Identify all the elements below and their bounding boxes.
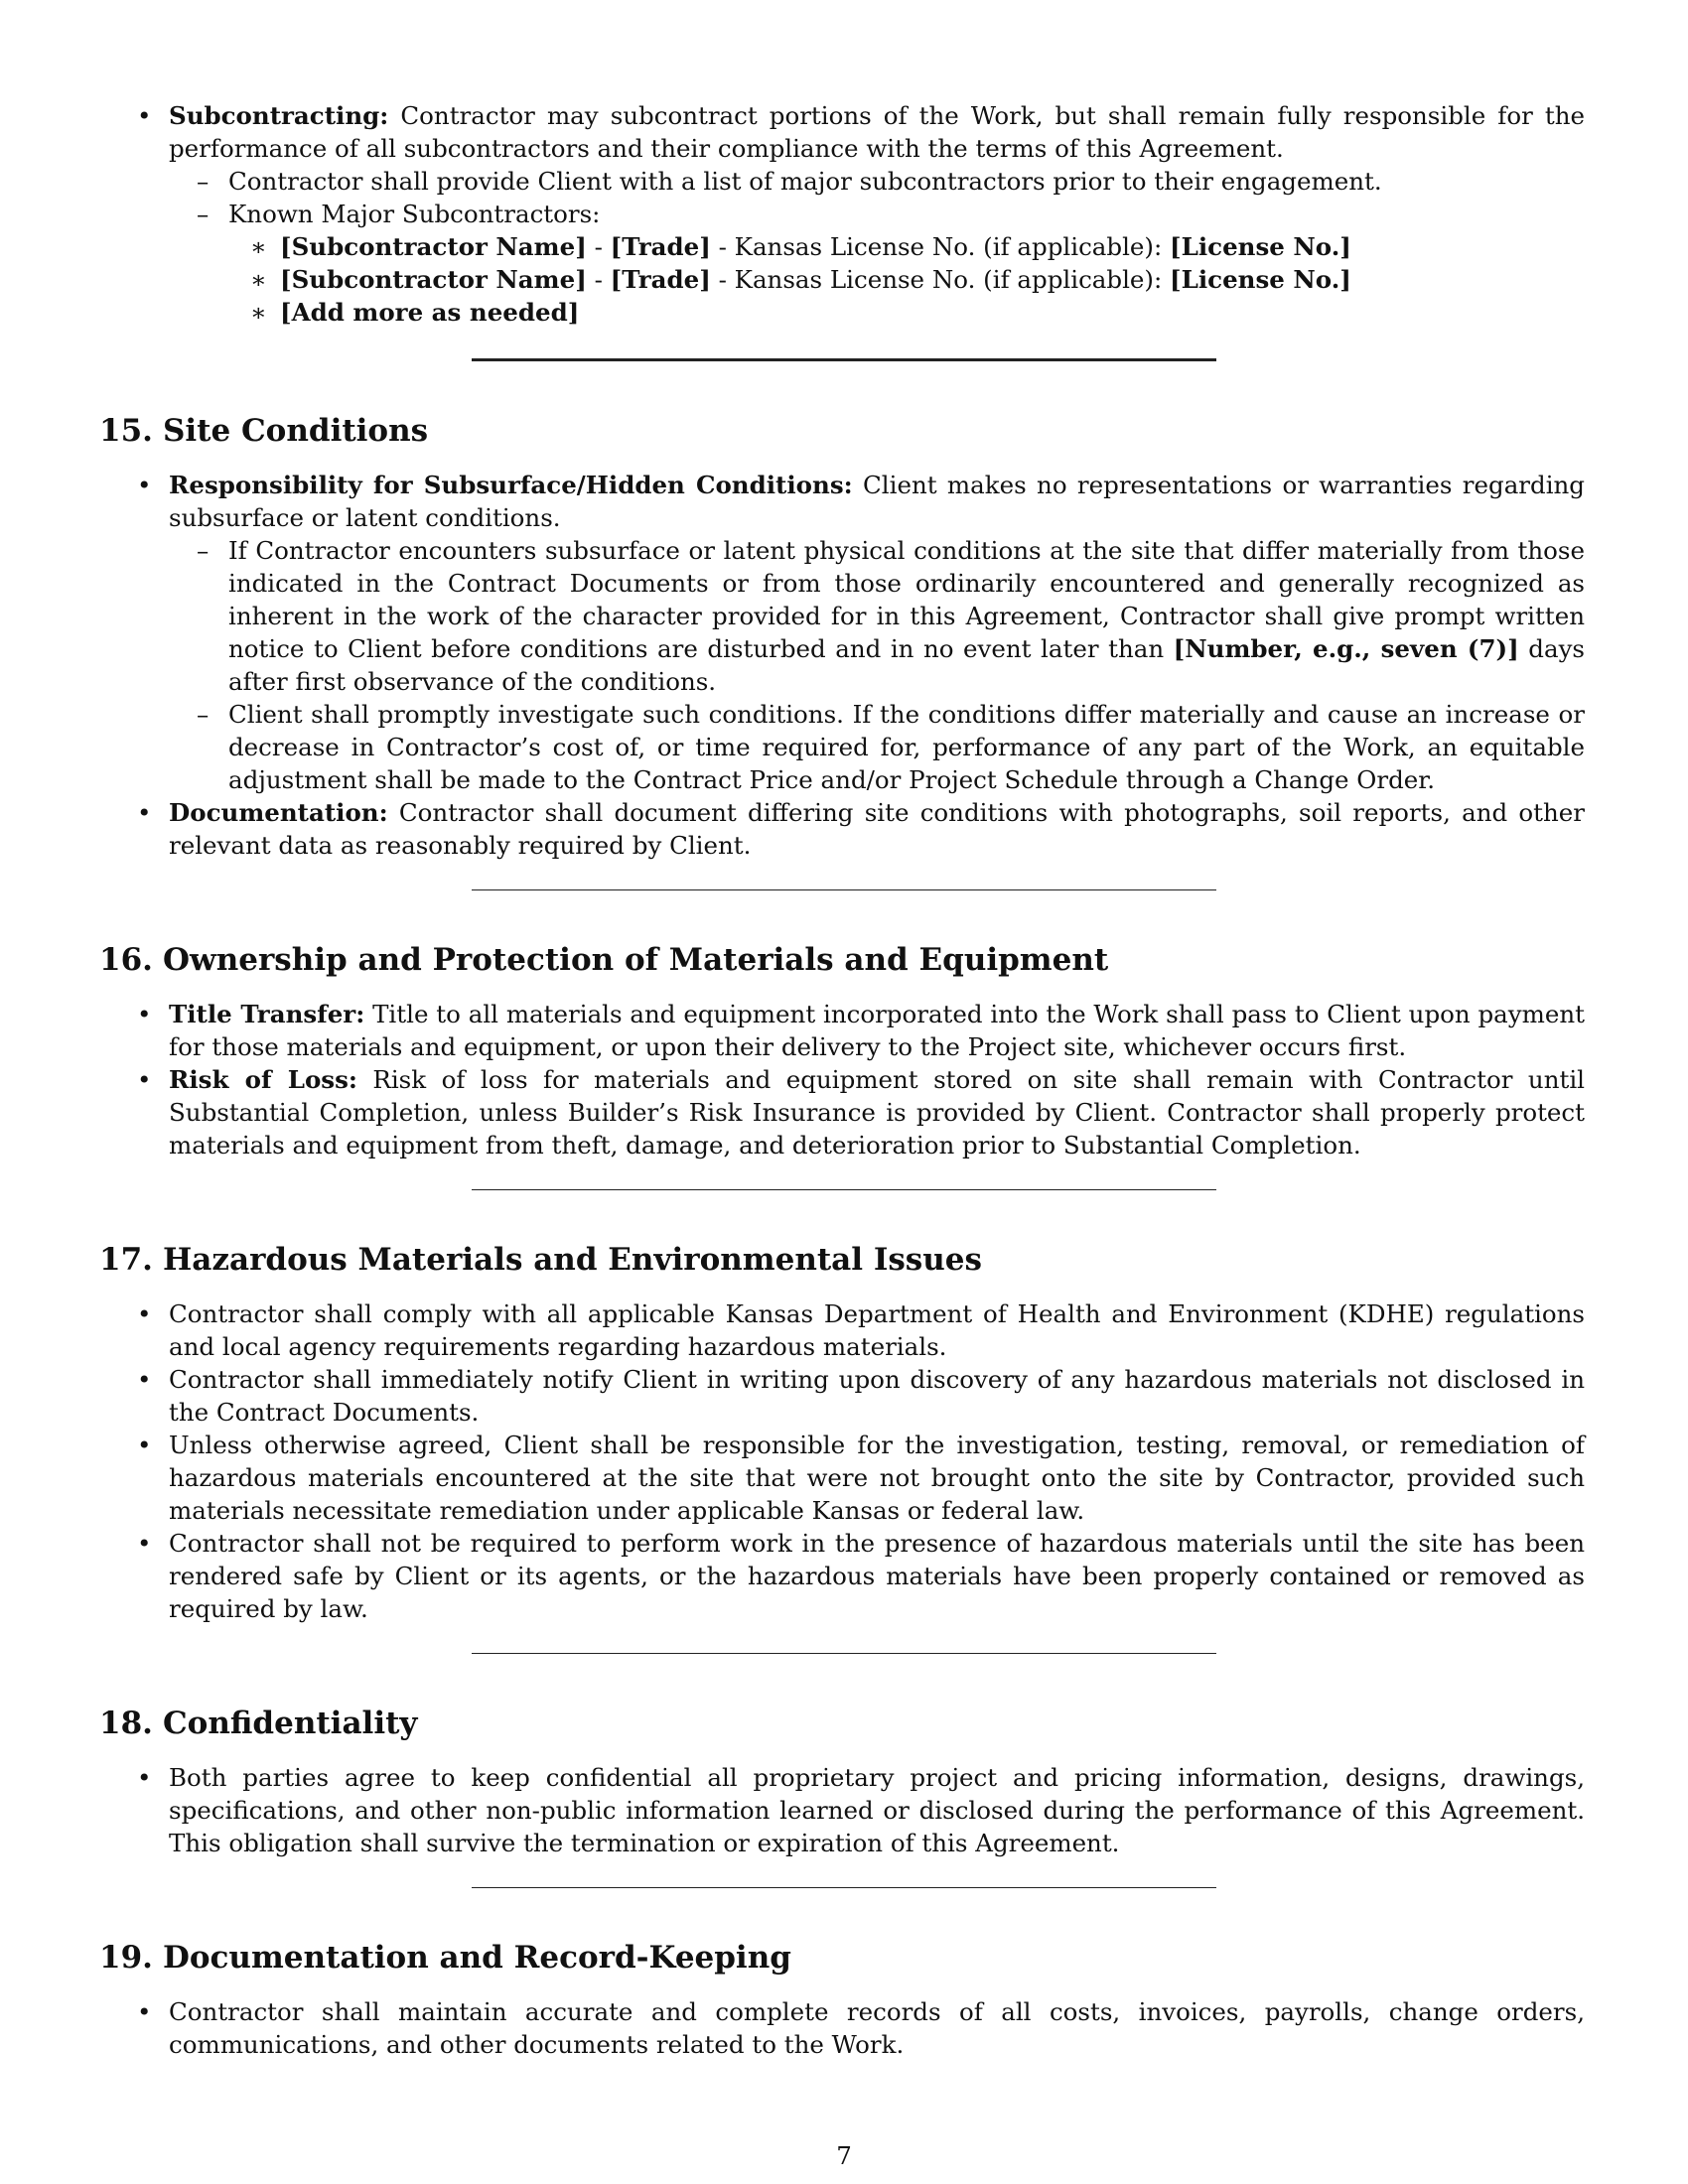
subcontractor-entry (99, 230, 1589, 263)
section-16-title (99, 940, 1589, 980)
section-heading: Hazardous Materials and Environmental Issues (163, 1242, 982, 1278)
section-18-title (99, 1704, 1589, 1743)
list-item (99, 796, 1585, 862)
section-number: 17. (99, 1242, 153, 1278)
subcontractor-name: [Subcontractor Name] (280, 265, 587, 294)
item-lead: Title Transfer: (169, 1000, 365, 1028)
subcontracting-list (99, 99, 1589, 329)
document-page (99, 99, 1589, 2061)
sub-list-item: – Client shall promptly investigate such conditions. If the conditions differ materially and cause an increase or decrease in Contractor’s cost of, or time required for, performance of any part of the Work, an equitable adjustment shall be made to the Contract Price and/or Project Schedule through a Change Order. (99, 698, 1585, 796)
subcontractor-list-requirement: – Contractor shall provide Client with a list of major subcontractors prior to their engagement. (99, 165, 1585, 198)
license-number: [License No.] (1170, 232, 1351, 261)
list-item: • Both parties agree to keep confidential all proprietary project and pricing information, designs, drawings, specifications, and other non-public information learned or disclosed during the performance of this Agreement. This obligation shall survive the termination or expiration of this Agreement. (99, 1761, 1585, 1859)
subcontractor-name: [Subcontractor Name] (280, 232, 587, 261)
section-16-list (99, 998, 1589, 1161)
known-subcontractors-heading: – Known Major Subcontractors: (99, 198, 1585, 230)
section-heading: Documentation and Record-Keeping (163, 1940, 791, 1976)
license-label: - Kansas License No. (if applicable): (710, 265, 1171, 294)
list-item: • Contractor shall comply with all applicable Kansas Department of Health and Environment (KDHE) regulations and local agency requirements regarding hazardous materials. (99, 1297, 1585, 1363)
subcontractor-trade: [Trade] (610, 232, 711, 261)
section-19-list (99, 1995, 1589, 2061)
separator: - (586, 265, 611, 294)
add-more-text: [Add more as needed] (280, 298, 580, 327)
item-text: Contractor shall document differing site conditions with photographs, soil reports, and other relevant data as reasonably required by Client. (169, 798, 1585, 860)
list-item (99, 469, 1585, 534)
section-number: 18. (99, 1706, 153, 1741)
separator: - (586, 232, 611, 261)
section-heading: Site Conditions (163, 413, 429, 449)
section-18-list (99, 1761, 1589, 1859)
item-lead: Documentation: (169, 798, 388, 827)
item-text: Title to all materials and equipment incorporated into the Work shall pass to Client upon payment for those materials and equipment, or upon their delivery to the Project site, whichever occurs first. (169, 1000, 1585, 1061)
list-item (99, 998, 1585, 1063)
placeholder-days: [Number, e.g., seven (7)] (1173, 634, 1519, 663)
license-label: - Kansas License No. (if applicable): (710, 232, 1171, 261)
list-item: • Contractor shall not be required to perform work in the presence of hazardous materials until the site has been rendered safe by Client or its agents, or the hazardous materials have been properly contained or removed as required by law. (99, 1527, 1585, 1625)
item-text: If Contractor encounters subsurface or latent physical conditions at the site that differ materially from those indicated in the Contract Documents or from those ordinarily encountered and generally recognized as inherent in the work of the character provided for in this Agreement, Contractor shall give prompt written notice to Client before conditions are disturbed and in no event later than (228, 536, 1585, 663)
section-number: 19. (99, 1940, 153, 1976)
item-text: days after first observance of the conditions. (228, 634, 1585, 696)
item-text: Risk of loss for materials and equipment stored on site shall remain with Contractor until Substantial Completion, unless Builder’s Risk Insurance is provided by Client. Contractor shall properly protect materials and equipment from theft, damage, and deterioration prior to Substantial Completion. (169, 1065, 1585, 1160)
section-heading: Confidentiality (163, 1706, 418, 1741)
subcontractor-entry (99, 263, 1589, 296)
license-number: [License No.] (1170, 265, 1351, 294)
section-number: 16. (99, 942, 153, 978)
list-item: • Contractor shall maintain accurate and complete records of all costs, invoices, payrolls, change orders, communications, and other documents related to the Work. (99, 1995, 1585, 2061)
add-more-entry (99, 296, 1589, 329)
section-17-title (99, 1240, 1589, 1280)
subcontracting-bullet (99, 99, 1585, 165)
subcontracting-lead: Subcontracting: (169, 101, 389, 130)
page-number: 7 (836, 2141, 852, 2170)
section-number: 15. (99, 413, 153, 449)
item-lead: Responsibility for Subsurface/Hidden Conditions: (169, 471, 853, 499)
list-item: • Unless otherwise agreed, Client shall be responsible for the investigation, testing, removal, or remediation of hazardous materials encountered at the site that were not brought onto the site by Contractor, provided such materials necessitate remediation under applicable Kansas or federal law. (99, 1429, 1585, 1527)
list-item (99, 1063, 1585, 1161)
sub-list-item (99, 534, 1585, 698)
section-17-list (99, 1297, 1589, 1625)
subcontracting-text: Contractor may subcontract portions of the Work, but shall remain fully responsible for the performance of all subcontractors and their compliance with the terms of this Agreement. (169, 101, 1585, 163)
section-heading: Ownership and Protection of Materials and Equipment (163, 942, 1109, 978)
section-15-list (99, 469, 1589, 862)
item-lead: Risk of Loss: (169, 1065, 357, 1094)
list-item: • Contractor shall immediately notify Client in writing upon discovery of any hazardous materials not disclosed in the Contract Documents. (99, 1363, 1585, 1429)
section-19-title (99, 1938, 1589, 1978)
section-15-title (99, 411, 1589, 451)
item-text: Client makes no representations or warranties regarding subsurface or latent conditions. (169, 471, 1585, 532)
subcontractor-trade: [Trade] (610, 265, 711, 294)
